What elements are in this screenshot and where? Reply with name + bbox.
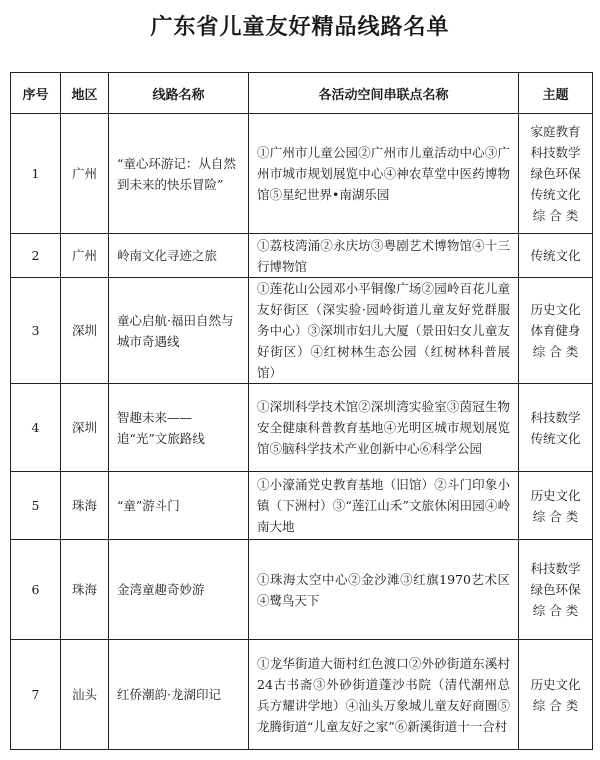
row-theme (519, 114, 593, 234)
row-area: 珠海 (61, 540, 109, 640)
theme-tag: 综 合 类 (532, 603, 579, 618)
table-row (11, 114, 593, 234)
row-area: 深圳 (61, 278, 109, 384)
row-number: 5 (11, 472, 61, 540)
row-number: 6 (11, 540, 61, 640)
header-no: 序号 (11, 73, 61, 114)
theme-tag: 家庭教育 (530, 124, 581, 139)
theme-tag: 科技数学 (530, 145, 581, 160)
header-theme: 主题 (519, 73, 593, 114)
row-number: 4 (11, 384, 61, 472)
header-area: 地区 (61, 73, 109, 114)
theme-tag: 综 合 类 (532, 344, 579, 359)
header-name: 线路名称 (109, 73, 249, 114)
theme-tag: 历史文化 (530, 487, 581, 503)
row-number: 7 (11, 640, 61, 750)
row-theme (519, 640, 593, 750)
row-route-name: 岭南文化寻迹之旅 (109, 234, 249, 278)
theme-tag: 绿色环保 (530, 582, 581, 597)
table-row (11, 640, 593, 750)
table-row (11, 234, 593, 278)
row-stops: ①龙华街道大衙村红色渡口②外砂街道东溪村24古书斋③外砂街道蓬沙书院（清代潮州总兵方耀讲学地）④汕头万象城儿童友好商圈⑤龙腾街道“儿童友好之家”⑥新溪街道十一合村 (249, 640, 519, 750)
row-area: 广州 (61, 114, 109, 234)
theme-tag: 绿色环保 (530, 166, 581, 181)
row-stops: ①深圳科学技术馆②深圳湾实验室③茵冠生物安全健康科普教育基地④光明区城市规划展览馆⑤脑科学技术产业创新中心⑥科学公园 (249, 384, 519, 472)
theme-tag: 综 合 类 (532, 508, 579, 524)
row-theme (519, 278, 593, 384)
row-route-name: “童心环游记：从自然到未来的快乐冒险” (109, 114, 249, 234)
row-stops: ①小濠涌党史教育基地（旧馆）②斗门印象小镇（下洲村）③“莲江山禾”文旅休闲田园④岭南大地 (249, 472, 519, 540)
row-stops: ①莲花山公园邓小平铜像广场②园岭百花儿童友好街区（深实验·园岭街道儿童友好党群服务中心）③深圳市妇儿大厦（景田妇女儿童友好街区）④红树林生态公园（红树林科普展馆） (249, 278, 519, 384)
theme-tag: 历史文化 (530, 676, 581, 692)
theme-tag: 历史文化 (530, 302, 581, 317)
table-row (11, 384, 593, 472)
row-route-name: 童心启航·福田自然与城市奇遇线 (109, 278, 249, 384)
row-area: 广州 (61, 234, 109, 278)
theme-tag: 科技数学 (530, 409, 581, 425)
theme-tag: 传统文化 (530, 430, 581, 446)
row-route-name: “童”游斗门 (109, 472, 249, 540)
row-route-name: 金湾童趣奇妙游 (109, 540, 249, 640)
row-stops: ①广州市儿童公园②广州市儿童活动中心③广州市城市规划展览中心④神农草堂中医药博物馆⑤星纪世界•南湖乐园 (249, 114, 519, 234)
theme-tag: 综 合 类 (532, 208, 579, 223)
row-number: 1 (11, 114, 61, 234)
row-route-name: 红侨潮韵·龙湖印记 (109, 640, 249, 750)
row-stops: ①珠海太空中心②金沙滩③红旗1970艺术区④鹭鸟天下 (249, 540, 519, 640)
row-route-name: 智趣未来——追“光”文旅路线 (109, 384, 249, 472)
row-theme (519, 384, 593, 472)
row-area: 汕头 (61, 640, 109, 750)
table-row (11, 278, 593, 384)
row-theme (519, 472, 593, 540)
row-stops: ①荔枝湾涌②永庆坊③粤剧艺术博物馆④十三行博物馆 (249, 234, 519, 278)
theme-tag: 科技数学 (530, 561, 581, 576)
route-table (10, 72, 593, 750)
row-theme (519, 540, 593, 640)
page-title: 广东省儿童友好精品线路名单 (150, 15, 450, 40)
header-stops: 各活动空间串联点名称 (249, 73, 519, 114)
table-header-row (11, 73, 593, 114)
theme-tag: 体育健身 (530, 323, 581, 338)
row-area: 深圳 (61, 384, 109, 472)
theme-tag: 综 合 类 (532, 697, 579, 713)
theme-tag: 传统文化 (530, 248, 581, 263)
row-number: 2 (11, 234, 61, 278)
table-row (11, 540, 593, 640)
row-theme (519, 234, 593, 278)
row-area: 珠海 (61, 472, 109, 540)
theme-tag: 传统文化 (530, 187, 581, 202)
table-row (11, 472, 593, 540)
row-number: 3 (11, 278, 61, 384)
